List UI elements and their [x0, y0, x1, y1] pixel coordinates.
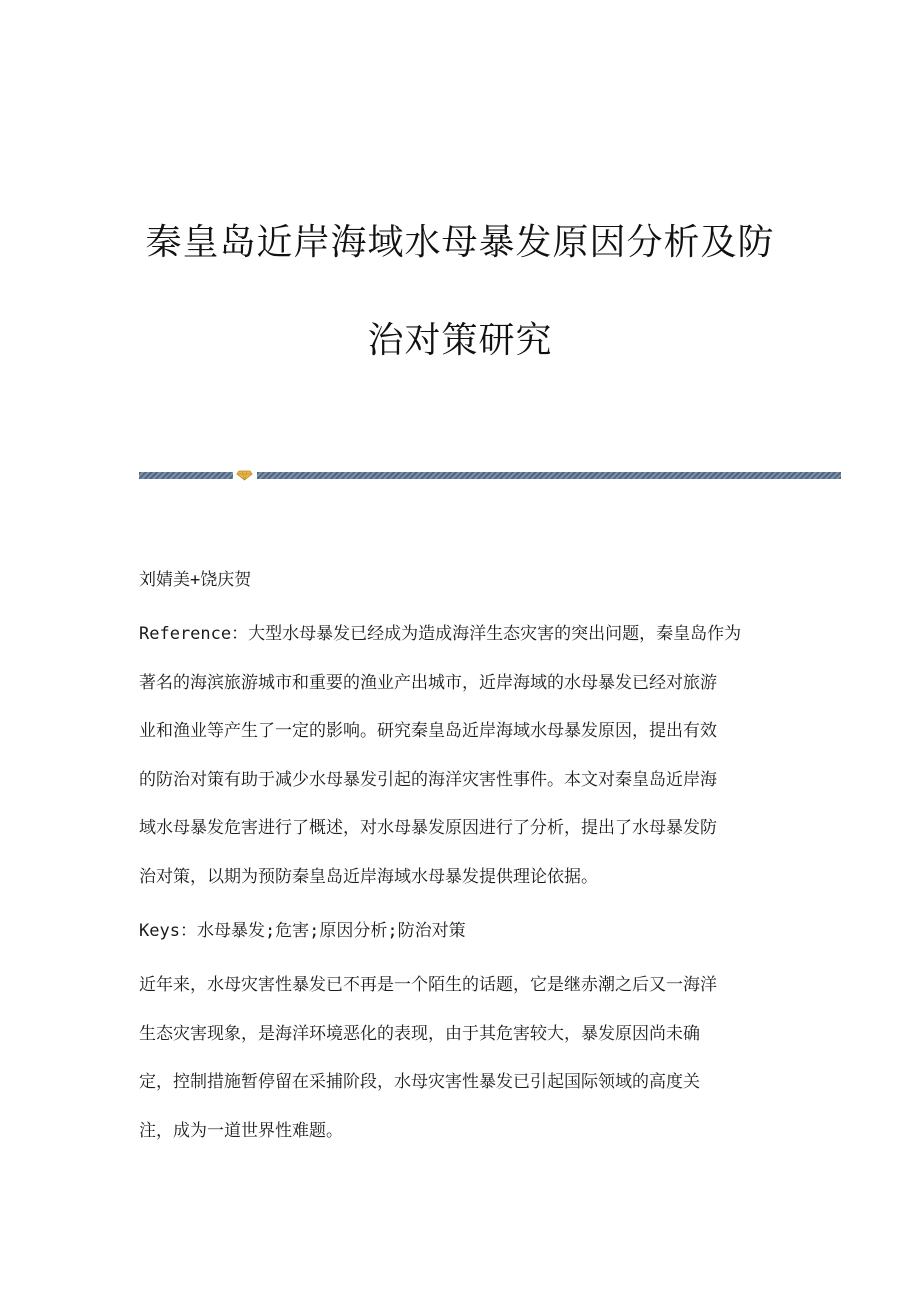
authors — [139, 568, 789, 592]
body-line: 注，成为一道世界性难题。 — [139, 1120, 343, 1141]
title-divider — [139, 470, 841, 480]
authors-text: 刘婧美+饶庆贺 — [139, 570, 252, 590]
abstract-line: 域水母暴发危害进行了概述，对水母暴发原因进行了分析，提出了水母暴发防 — [139, 818, 717, 839]
diamond-ornament-icon — [236, 470, 253, 481]
keywords-text: Keys：水母暴发;危害;原因分析;防治对策 — [139, 921, 466, 941]
divider-bar-left — [139, 472, 233, 479]
abstract-line: 治对策，以期为预防秦皇岛近岸海域水母暴发提供理论依据。 — [139, 866, 598, 887]
title-line-1: 秦皇岛近岸海域水母暴发原因分析及防 — [145, 222, 775, 263]
keywords — [139, 919, 789, 943]
abstract-line: 业和渔业等产生了一定的影响。研究秦皇岛近岸海域水母暴发原因，提出有效 — [139, 721, 717, 742]
abstract-line: 著名的海滨旅游城市和重要的渔业产出城市，近岸海域的水母暴发已经对旅游 — [139, 672, 717, 693]
body-line: 近年来，水母灾害性暴发已不再是一个陌生的话题，它是继赤潮之后又一海洋 — [139, 975, 717, 995]
abstract-line: 的防治对策有助于减少水母暴发引起的海洋灾害性事件。本文对秦皇岛近岸海 — [139, 769, 717, 790]
body-line: 定，控制措施暂停留在采捕阶段，水母灾害性暴发已引起国际领域的高度关 — [139, 1072, 700, 1093]
abstract-paragraph — [139, 622, 789, 914]
divider-bar-right — [257, 472, 841, 479]
abstract-line: Reference：大型水母暴发已经成为造成海洋生态灾害的突出问题，秦皇岛作为 — [139, 624, 742, 644]
body-paragraph — [139, 973, 789, 1167]
title-line-2: 治对策研究 — [367, 320, 553, 361]
body-line: 生态灾害现象，是海洋环境恶化的表现，由于其危害较大，暴发原因尚未确 — [139, 1023, 700, 1044]
